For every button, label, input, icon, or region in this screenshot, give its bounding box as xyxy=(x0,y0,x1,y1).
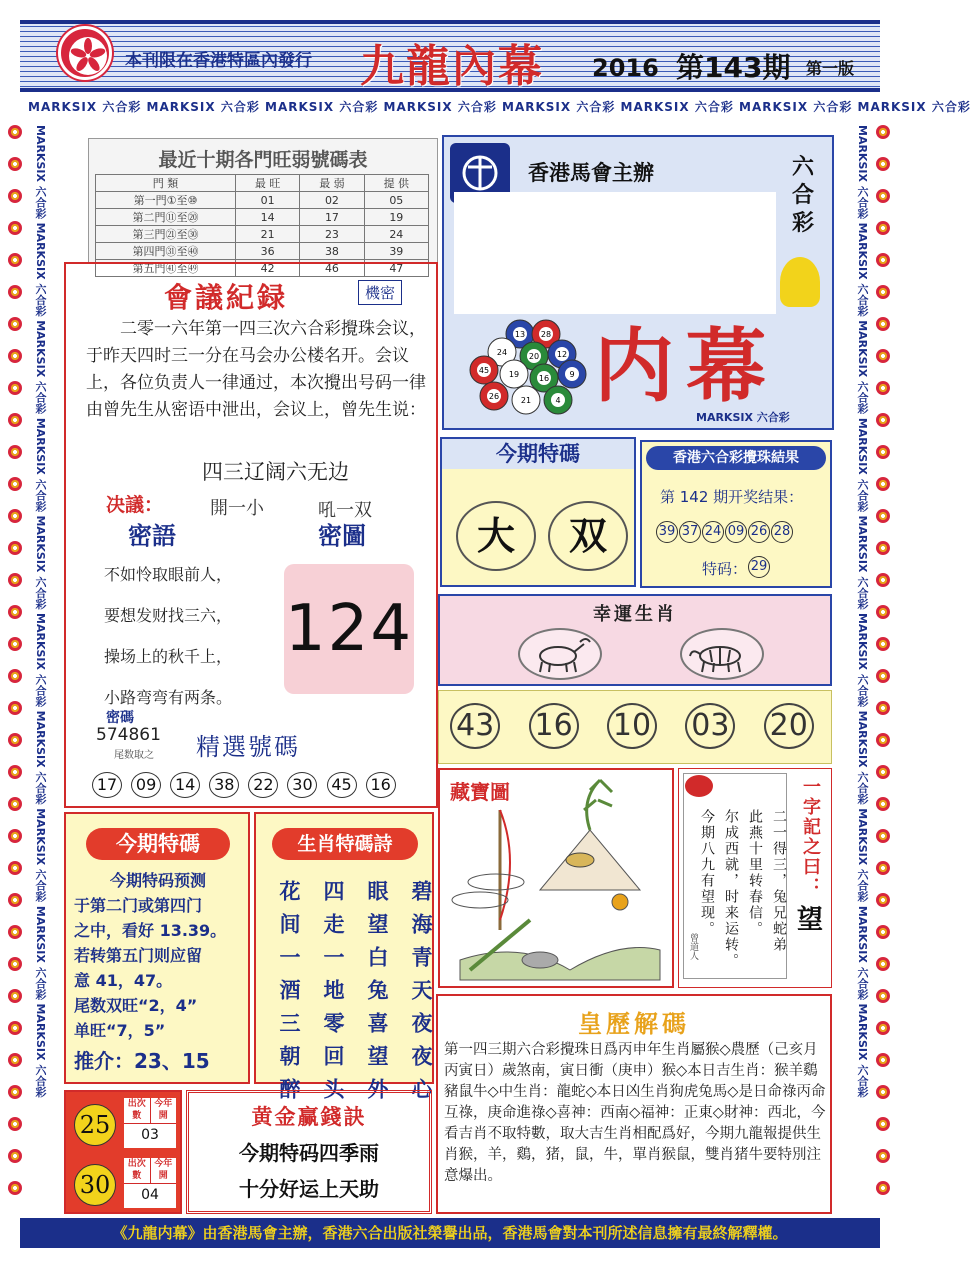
lucky-zodiac-title: 幸運生肖 xyxy=(593,604,677,625)
table-cell: 17 xyxy=(300,209,364,226)
ticker-cn: 六合彩 xyxy=(813,100,858,114)
gold-ingot-icon xyxy=(780,257,820,307)
selected-number: 38 xyxy=(209,772,239,798)
ticker-cn: 六合彩 xyxy=(339,100,384,114)
poem-line: 不如怜取眼前人， xyxy=(104,565,233,584)
flower-icon xyxy=(8,1053,22,1067)
minutes-body: 二零一六年第一四三次六合彩攪珠会议，于昨天四时三一分在马会办公楼名开。会议上，各位负责人一律通过，本次攪出号码一律由曾先生从密语中泄出，会议上，曾先生说： xyxy=(86,319,426,420)
flower-icon xyxy=(876,733,890,747)
svg-text:19: 19 xyxy=(508,370,520,379)
bell-icon xyxy=(685,775,713,797)
draw-result-numbers xyxy=(656,520,794,543)
table-cell: 36 xyxy=(235,243,299,260)
table-cell: 47 xyxy=(364,260,428,277)
flower-icon xyxy=(8,349,22,363)
table-cell: 第四門㉛至㊵ xyxy=(96,243,236,260)
ticker-en: MARKSIX xyxy=(265,100,340,114)
flower-icon xyxy=(876,157,890,171)
selected-number: 22 xyxy=(248,772,278,798)
flower-icon xyxy=(876,669,890,683)
appear-number: 25 xyxy=(74,1104,116,1146)
side-ticker: MARKSIX 六合彩 xyxy=(856,222,869,321)
side-ticker: MARKSIX 六合彩 xyxy=(856,905,869,1004)
flower-icon xyxy=(876,317,890,331)
flower-icon xyxy=(876,413,890,427)
flower-icon xyxy=(8,189,22,203)
appear-year-label: 今年開 xyxy=(151,1098,177,1124)
one-word-panel xyxy=(678,768,832,988)
appear-count-panel xyxy=(64,1090,182,1214)
svg-text:4: 4 xyxy=(555,396,561,405)
minutes-poem xyxy=(104,554,232,718)
table-cell: 第五門㊶至㊾ xyxy=(96,260,236,277)
svg-text:16: 16 xyxy=(538,374,550,383)
forecast-line: 于第二门或第四门 xyxy=(74,896,203,915)
side-ticker: MARKSIX 六合彩 xyxy=(34,515,47,614)
flower-border-left xyxy=(8,125,24,1215)
flower-icon xyxy=(876,381,890,395)
side-ticker: MARKSIX 六合彩 xyxy=(856,417,869,516)
ticker-en: MARKSIX xyxy=(502,100,577,114)
selected-number: 30 xyxy=(287,772,317,798)
table-cell: 23 xyxy=(300,226,364,243)
table-cell: 19 xyxy=(364,209,428,226)
flower-border-right xyxy=(876,125,892,1215)
ticker-en: MARKSIX xyxy=(28,100,103,114)
table-cell: 21 xyxy=(235,226,299,243)
flower-icon xyxy=(876,957,890,971)
flower-icon xyxy=(8,1021,22,1035)
resolution-2: 吼一双 xyxy=(318,500,372,521)
appear-count: 04 xyxy=(141,1187,159,1203)
zodiac-poem-body xyxy=(274,880,436,1111)
almanac-title: 皇歷解碼 xyxy=(578,1009,690,1038)
side-ticker: MARKSIX 六合彩 xyxy=(856,613,869,711)
appear-box xyxy=(124,1158,176,1208)
forecast-line: 若转第五门则应留 xyxy=(74,946,203,965)
flower-icon xyxy=(8,285,22,299)
flower-icon xyxy=(8,1085,22,1099)
special-code-title: 今期特碼 xyxy=(442,439,634,469)
lottery-ball-icon xyxy=(558,360,586,388)
flower-icon xyxy=(8,733,22,747)
poem-line: 要想发财找三六， xyxy=(104,606,233,625)
tiger-icon xyxy=(680,628,764,680)
ad-brand: 六合彩 xyxy=(792,154,815,236)
golden-formula-panel xyxy=(186,1090,432,1214)
almanac-panel xyxy=(436,994,832,1214)
svg-text:24: 24 xyxy=(496,348,508,357)
table-cell: 02 xyxy=(300,192,364,209)
strength-table-panel xyxy=(88,138,438,275)
footer-disclaimer: 《九龍内幕》由香港馬會主辦，香港六合出版社榮譽出品，香港馬會對本刊所述信息擁有最終解釋權。 xyxy=(20,1218,880,1248)
ticker-cn: 六合彩 xyxy=(102,100,147,114)
lottery-ball-icon xyxy=(470,356,498,384)
secret-map-label: 密圖 xyxy=(318,521,366,550)
zodiac-poem-col: 碧海青天夜夜心 xyxy=(409,880,434,1111)
bauhinia-emblem-icon xyxy=(58,26,112,80)
svg-text:26: 26 xyxy=(488,392,500,401)
table-row xyxy=(96,243,429,260)
flower-icon xyxy=(8,157,22,171)
treasure-map-panel xyxy=(438,768,674,988)
forecast-line: 意 41，47。 xyxy=(74,971,173,990)
side-ticker: MARKSIX 六合彩 xyxy=(856,710,869,809)
lucky-number: 03 xyxy=(685,703,735,749)
lottery-ball-icon xyxy=(512,386,540,414)
code-value: 574861 xyxy=(96,725,161,745)
svg-text:13: 13 xyxy=(514,330,526,339)
appear-count: 03 xyxy=(141,1127,159,1143)
secret-map-image xyxy=(284,564,414,694)
secret-words-label: 密語 xyxy=(128,521,176,550)
flower-icon xyxy=(8,861,22,875)
result-number: 28 xyxy=(771,521,793,543)
flower-icon xyxy=(8,605,22,619)
table-row xyxy=(96,226,429,243)
flower-icon xyxy=(876,1149,890,1163)
marksix-side-right xyxy=(848,125,870,1215)
marksix-side-left xyxy=(26,125,48,1215)
marksix-ticker-top xyxy=(28,98,971,120)
selected-number: 17 xyxy=(92,772,122,798)
edition: 第一版 xyxy=(806,59,855,78)
flower-icon xyxy=(876,1021,890,1035)
flower-icon xyxy=(8,317,22,331)
lottery-ball-icon xyxy=(500,360,528,388)
flower-icon xyxy=(876,605,890,619)
table-cell: 38 xyxy=(300,243,364,260)
flower-icon xyxy=(876,541,890,555)
zodiac-poem-col: 眼望白兔喜望外 xyxy=(365,880,390,1111)
flower-icon xyxy=(876,701,890,715)
one-word-col: 尔成西就，时来运转。 xyxy=(723,809,739,969)
selected-label: 精選號碼 xyxy=(196,733,300,761)
flower-icon xyxy=(876,477,890,491)
side-ticker: MARKSIX 六合彩 xyxy=(856,808,869,906)
flower-icon xyxy=(8,1181,22,1195)
confidential-stamp: 機密 xyxy=(358,280,402,305)
side-ticker: MARKSIX 六合彩 xyxy=(856,320,869,418)
zodiac-poem-title: 生肖特碼詩 xyxy=(272,828,418,860)
selected-number: 16 xyxy=(366,772,396,798)
flower-icon xyxy=(876,893,890,907)
special-pick-double: 双 xyxy=(548,501,628,571)
one-word-col: 此燕十里转春信。 xyxy=(747,809,763,937)
ad-big-text: 内幕 xyxy=(594,319,778,413)
flower-icon xyxy=(876,253,890,267)
flower-icon xyxy=(8,797,22,811)
forecast-line: 单旺“7，5” xyxy=(74,1021,166,1040)
flower-icon xyxy=(876,797,890,811)
svg-text:21: 21 xyxy=(520,396,532,405)
flower-icon xyxy=(8,765,22,779)
lucky-numbers-row xyxy=(439,703,831,749)
side-ticker: MARKSIX 六合彩 xyxy=(34,222,47,321)
ticker-cn: 六合彩 xyxy=(220,100,265,114)
poem-line: 操场上的秋千上， xyxy=(104,647,233,666)
minutes-title: 會議紀録 xyxy=(164,281,289,314)
side-ticker: MARKSIX 六合彩 xyxy=(34,417,47,516)
selected-number: 14 xyxy=(170,772,200,798)
table-header: 最 旺 xyxy=(235,175,299,192)
table-cell: 第二門⑪至⑳ xyxy=(96,209,236,226)
ad-logo-text: MARKSIX 六合彩 xyxy=(696,411,790,424)
distribution-notice: 本刊限在香港特區內發行 xyxy=(125,51,312,71)
table-cell: 24 xyxy=(364,226,428,243)
golden-formula-title: 黄金赢錢訣 xyxy=(251,1104,367,1129)
minutes-panel xyxy=(64,262,438,808)
flower-icon xyxy=(876,509,890,523)
ticker-en: MARKSIX xyxy=(146,100,221,114)
flower-icon xyxy=(876,989,890,1003)
special-forecast-body xyxy=(74,868,226,1074)
one-word-seal: 曾道人 xyxy=(688,933,698,960)
forecast-line: 之中，看好 13.39。 xyxy=(74,921,227,940)
appear-number: 30 xyxy=(74,1164,116,1206)
treasure-map-drawing xyxy=(440,770,672,986)
one-word-text xyxy=(699,809,787,969)
lucky-numbers-panel xyxy=(438,690,832,764)
table-cell: 第三門㉑至㉚ xyxy=(96,226,236,243)
special-pick-big: 大 xyxy=(456,501,536,571)
flower-icon xyxy=(8,893,22,907)
one-word-col: 今期八九有望现。 xyxy=(699,809,715,937)
flower-icon xyxy=(876,1181,890,1195)
one-word-answer: 望 xyxy=(797,905,824,935)
resolution-label: 决議： xyxy=(106,494,164,516)
selected-numbers xyxy=(92,772,400,798)
draw-result-panel xyxy=(640,440,832,588)
draw-result-line: 第 142 期开奖结果： xyxy=(660,488,804,506)
blank-overlay xyxy=(454,192,776,314)
flower-icon xyxy=(876,829,890,843)
lottery-ball-icon xyxy=(480,382,508,410)
appear-label: 出次數 xyxy=(124,1158,151,1184)
result-number: 39 xyxy=(656,521,678,543)
ad-panel xyxy=(442,135,834,430)
lottery-balls xyxy=(450,312,600,422)
table-cell: 05 xyxy=(364,192,428,209)
treasure-map-title: 藏寶圖 xyxy=(450,780,510,804)
code-label: 密碼 xyxy=(106,710,134,726)
flower-icon xyxy=(876,765,890,779)
appear-label: 出次數 xyxy=(124,1098,151,1124)
flower-icon xyxy=(8,477,22,491)
flower-icon xyxy=(876,925,890,939)
ticker-en: MARKSIX xyxy=(620,100,695,114)
ticker-cn: 六合彩 xyxy=(931,100,971,114)
flower-icon xyxy=(8,989,22,1003)
ticker-en: MARKSIX xyxy=(857,100,932,114)
flower-icon xyxy=(876,1117,890,1131)
minutes-quote: 四三辽阔六无边 xyxy=(202,460,349,484)
lottery-ball-icon xyxy=(544,386,572,414)
selected-number: 45 xyxy=(327,772,357,798)
side-ticker: MARKSIX 六合彩 xyxy=(34,905,47,1004)
ad-org: 香港馬會主辦 xyxy=(528,161,654,185)
code-note: 尾数取之 xyxy=(114,750,154,761)
draw-result-title: 香港六合彩攪珠結果 xyxy=(646,446,826,470)
paper-title: 九龍內幕 xyxy=(360,41,544,92)
side-ticker: MARKSIX 六合彩 xyxy=(34,710,47,809)
flower-icon xyxy=(876,349,890,363)
resolution-1: 開一小 xyxy=(210,498,264,519)
table-cell: 01 xyxy=(235,192,299,209)
flower-icon xyxy=(8,125,22,139)
result-number: 26 xyxy=(748,521,770,543)
ticker-en: MARKSIX xyxy=(383,100,458,114)
lucky-number: 20 xyxy=(764,703,814,749)
lucky-number: 10 xyxy=(607,703,657,749)
side-ticker: MARKSIX 六合彩 xyxy=(856,515,869,614)
goat-icon xyxy=(518,628,602,680)
table-header: 提 供 xyxy=(364,175,428,192)
side-ticker: MARKSIX 六合彩 xyxy=(856,1003,869,1098)
flower-icon xyxy=(876,189,890,203)
flower-icon xyxy=(8,221,22,235)
flower-icon xyxy=(876,285,890,299)
table-header: 最 弱 xyxy=(300,175,364,192)
one-word-title: 一字記之曰： xyxy=(800,777,821,897)
ticker-en: MARKSIX xyxy=(739,100,814,114)
flower-icon xyxy=(876,1053,890,1067)
flower-icon xyxy=(8,669,22,683)
svg-text:9: 9 xyxy=(569,370,575,379)
poem-line: 小路弯弯有两条。 xyxy=(104,688,233,707)
flower-icon xyxy=(8,1149,22,1163)
result-number: 09 xyxy=(725,521,747,543)
flower-icon xyxy=(8,829,22,843)
golden-formula-line2: 十分好运上天助 xyxy=(239,1177,379,1201)
svg-text:45: 45 xyxy=(478,366,490,375)
flower-icon xyxy=(8,957,22,971)
special-number: 29 xyxy=(748,556,770,578)
side-ticker: MARKSIX 六合彩 xyxy=(34,320,47,418)
zodiac-poem-col: 花间一酒三朝醉 xyxy=(277,880,302,1111)
table-row xyxy=(96,192,429,209)
special-code-panel xyxy=(440,437,636,587)
golden-formula-line1: 今期特码四季雨 xyxy=(239,1141,379,1165)
zodiac-poem-col: 四走一地零回头 xyxy=(321,880,346,1111)
table-cell: 39 xyxy=(364,243,428,260)
appear-year-label: 今年開 xyxy=(151,1158,177,1184)
lucky-number: 43 xyxy=(450,703,500,749)
flower-icon xyxy=(8,573,22,587)
svg-text:20: 20 xyxy=(528,352,540,361)
table-header: 門 類 xyxy=(96,175,236,192)
flower-icon xyxy=(8,925,22,939)
flower-icon xyxy=(8,253,22,267)
year: 2016 xyxy=(592,54,659,82)
svg-text:12: 12 xyxy=(556,350,568,359)
handwritten-code: 124 xyxy=(284,592,414,666)
flower-icon xyxy=(8,637,22,651)
issue-number: 第143期 xyxy=(676,51,791,84)
side-ticker: MARKSIX 六合彩 xyxy=(34,1003,47,1098)
selected-number: 09 xyxy=(131,772,161,798)
forecast-recommend: 推介：23、15 xyxy=(74,1049,210,1073)
flower-icon xyxy=(8,445,22,459)
flower-icon xyxy=(8,413,22,427)
flower-icon xyxy=(8,509,22,523)
table-cell: 46 xyxy=(300,260,364,277)
flower-icon xyxy=(8,1117,22,1131)
flower-icon xyxy=(876,221,890,235)
table-cell: 42 xyxy=(235,260,299,277)
lucky-zodiac-panel xyxy=(438,594,832,686)
flower-icon xyxy=(876,637,890,651)
special-forecast-panel xyxy=(64,812,250,1084)
side-ticker: MARKSIX 六合彩 xyxy=(856,125,869,223)
zodiac-poem-panel xyxy=(254,812,434,1111)
table-row xyxy=(96,209,429,226)
special-number-label: 特码： xyxy=(702,560,748,578)
forecast-line: 尾数双旺“2，4” xyxy=(74,996,198,1015)
ticker-cn: 六合彩 xyxy=(457,100,502,114)
one-word-col: 二一得三，兔兄蛇弟 xyxy=(771,809,787,953)
table-title: 最近十期各門旺弱號碼表 xyxy=(158,149,368,171)
result-number: 37 xyxy=(679,521,701,543)
flower-icon xyxy=(876,1085,890,1099)
almanac-body: 第一四三期六合彩攪珠日爲丙申年生肖屬猴◇農歷（己亥月丙寅日）歲煞南，寅日衝（庚申）猴◇本日吉生肖：猴羊鷄豬鼠牛◇中生肖：龍蛇◇本日凶生肖狗虎兔馬◇是日命祿丙命互祿，庚命進祿◇喜神：西南◇福神：正東◇財神：西北，今看吉肖不取特數，取大吉生肖相配爲好，今期九龍報提供生肖猴，羊，鷄，猪，鼠，牛，單肖猴鼠，雙肖猪牛要特別注意爆出。 xyxy=(444,1042,826,1184)
table-cell: 第一門①至⑩ xyxy=(96,192,236,209)
flower-icon xyxy=(876,573,890,587)
result-number: 24 xyxy=(702,521,724,543)
ticker-cn: 六合彩 xyxy=(694,100,739,114)
table-cell: 14 xyxy=(235,209,299,226)
flower-icon xyxy=(876,125,890,139)
special-forecast-title: 今期特碼 xyxy=(86,828,230,860)
flower-icon xyxy=(876,861,890,875)
svg-text:28: 28 xyxy=(540,330,552,339)
flower-icon xyxy=(8,701,22,715)
lucky-number: 16 xyxy=(529,703,579,749)
appear-box xyxy=(124,1098,176,1148)
flower-icon xyxy=(8,541,22,555)
flower-icon xyxy=(8,381,22,395)
side-ticker: MARKSIX 六合彩 xyxy=(34,613,47,711)
flower-icon xyxy=(876,445,890,459)
ticker-cn: 六合彩 xyxy=(576,100,621,114)
side-ticker: MARKSIX 六合彩 xyxy=(34,125,47,223)
side-ticker: MARKSIX 六合彩 xyxy=(34,808,47,906)
forecast-line: 今期特码预测 xyxy=(110,871,207,890)
